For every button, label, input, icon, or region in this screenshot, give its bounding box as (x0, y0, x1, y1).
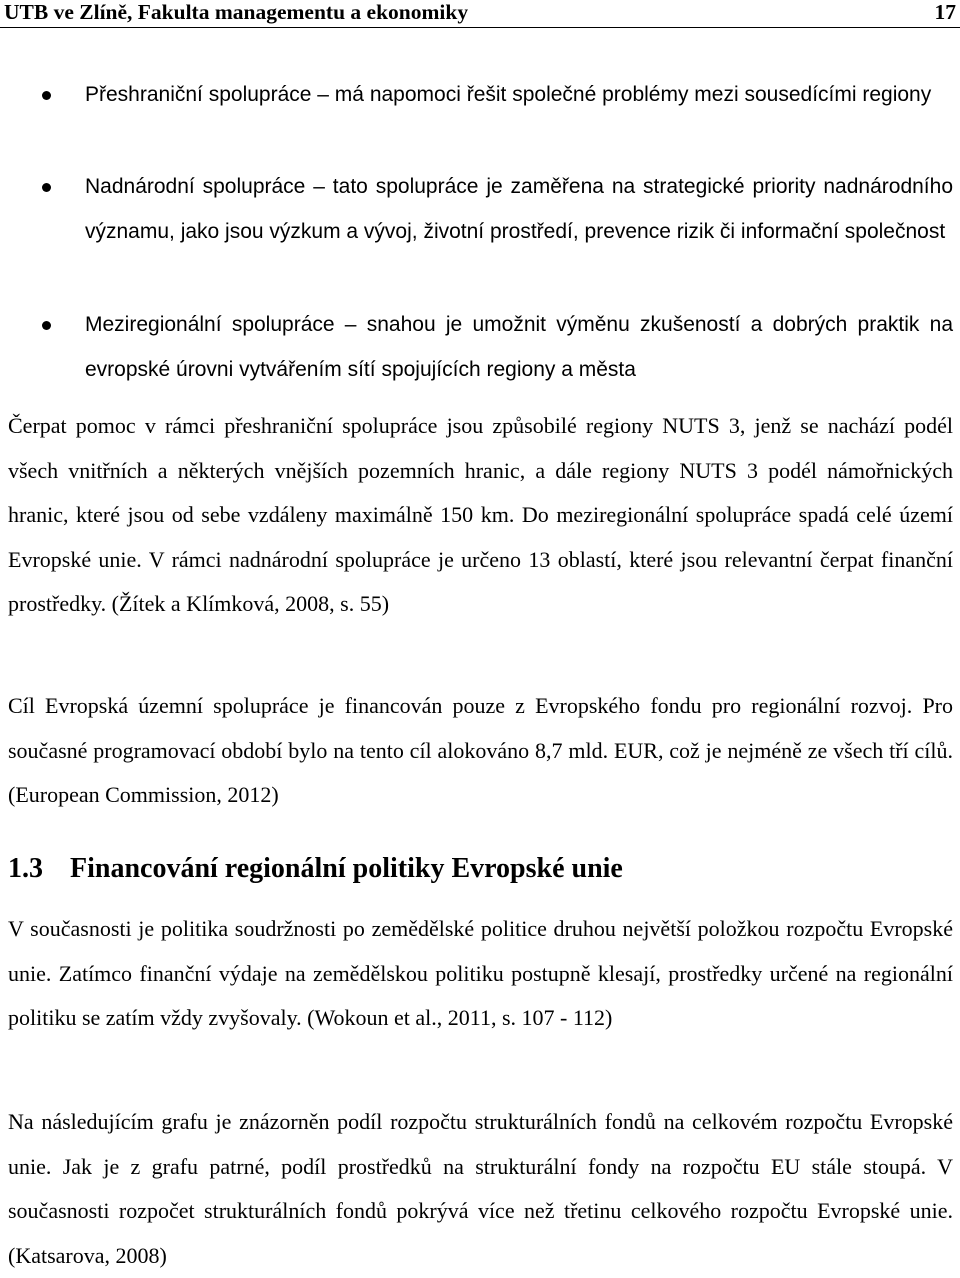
section-number: 1.3 (8, 853, 43, 884)
bullet-text: Meziregionální spolupráce – snahou je umožnit výměnu zkušeností a dobrých praktik na evropské úrovni vytvářením sítí spojujících regiony a města (85, 313, 953, 381)
paragraph: V současnosti je politika soudržnosti po zemědělské politice druhou největší položkou rozpočtu Evropské unie. Zatímco finanční výdaje na zemědělskou politiku postupně klesají, prostředky určené na regionální politiku se zatím vždy zvyšovaly. (Wokoun et al., 2011, s. 107 - 112) (8, 916, 953, 1030)
bullet-text: Přeshraniční spolupráce – má napomoci řešit společné problémy mezi sousedícími regiony (85, 83, 932, 106)
page-number: 17 (934, 0, 956, 24)
bullet-icon (42, 91, 51, 100)
bullet-text: Nadnárodní spolupráce – tato spolupráce je zaměřena na strategické priority nadnárodního významu, jako jsou výzkum a vývoj, životní prostředí, prevence rizik či informační společnost (85, 175, 953, 243)
paragraph: Cíl Evropská územní spolupráce je financován pouze z Evropského fondu pro regionální rozvoj. Pro současné programovací období bylo na tento cíl alokováno 8,7 mld. EUR, což je nejméně ze všech tří cílů. (European Commission, 2012) (8, 693, 953, 807)
page-header (0, 0, 960, 28)
paragraph: Čerpat pomoc v rámci přeshraniční spolupráce jsou způsobilé regiony NUTS 3, jenž se nachází podél všech vnitřních a některých vnějších pozemních hranic, a dále regiony NUTS 3 podél námořnických hranic, které jsou od sebe vzdáleny maximálně 150 km. Do meziregionální spolupráce spadá celé území Evropské unie. V rámci nadnárodní spolupráce je určeno 13 oblastí, které jsou relevantní čerpat finanční prostředky. (Žítek a Klímková, 2008, s. 55) (8, 413, 953, 616)
paragraph: Na následujícím grafu je znázorněn podíl rozpočtu strukturálních fondů na celkovém rozpočtu Evropské unie. Jak je z grafu patrné, podíl prostředků na strukturální fondy na rozpočtu EU stále stoupá. V současnosti rozpočet strukturálních fondů pokrývá více než třetinu celkového rozpočtu Evropské unie. (Katsarova, 2008) (8, 1109, 953, 1268)
section-title: Financování regionální politiky Evropské unie (70, 853, 623, 884)
bullet-icon (42, 321, 51, 330)
section-heading (8, 844, 953, 894)
header-title: UTB ve Zlíně, Fakulta managementu a ekonomiky (4, 0, 469, 24)
bullet-icon (42, 183, 51, 192)
